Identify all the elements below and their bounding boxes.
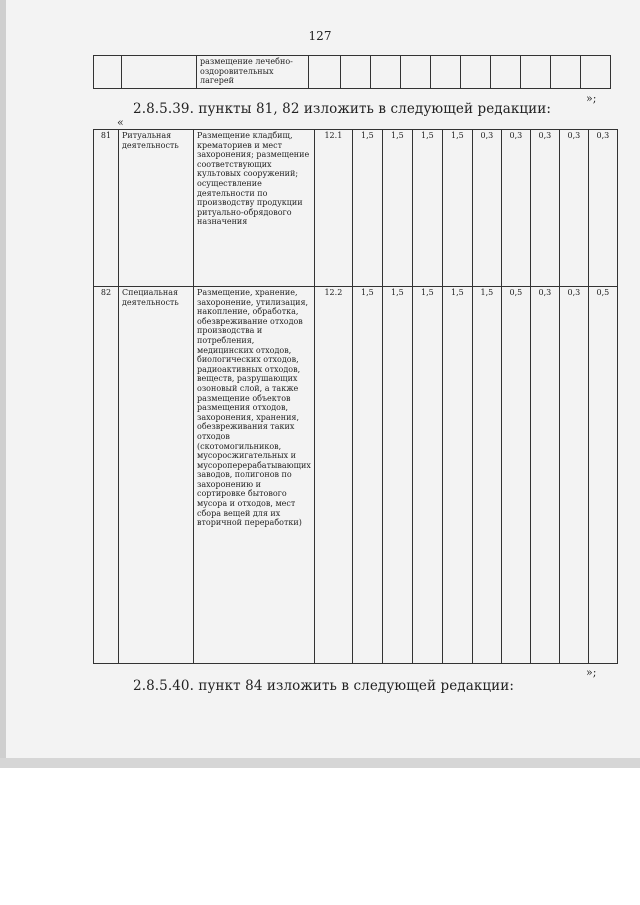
value-cell: 0,3 <box>559 130 588 287</box>
activity-description: Размещение кладбищ, крематориев и мест захоронения; размещение соответствующих культовых сооружений; осуществление деятельности по производству продукции ритуально-обрядового назначения <box>194 130 315 287</box>
opening-quote: « <box>117 116 124 129</box>
section-heading: 2.8.5.39. пункты 81, 82 изложить в следующей редакции: <box>133 101 552 117</box>
activity-code: 12.2 <box>314 287 352 664</box>
value-cell: 0,3 <box>472 130 501 287</box>
closing-quote: »; <box>586 666 597 679</box>
zoning-table <box>93 129 618 664</box>
top-table-fragment <box>93 55 611 89</box>
table-cell <box>551 56 581 89</box>
table-cell <box>122 56 197 89</box>
table-cell <box>521 56 551 89</box>
table-cell <box>309 56 341 89</box>
value-cell: 1,5 <box>442 130 472 287</box>
scan-bottom-edge <box>0 758 640 768</box>
closing-quote: »; <box>586 92 597 105</box>
value-cell: 0,3 <box>530 287 559 664</box>
activity-description: Размещение, хранение, захоронение, утилизация, накопление, обработка, обезвреживание отходов производства и потребления, медицинских отходов, биологических отходов, радиоактивных отходов, веществ, разрушающих озоновый слой, а также размещение объектов размещения отходов, захоронения, хранения, обезвреживания таких отходов (скотомогильников, мусоросжигательных и мусороперерабатывающих заводов, полигонов по захоронению и сортировке бытового мусора и отходов, мест сбора вещей для их вторичной переработки) <box>194 287 315 664</box>
activity-code: 12.1 <box>314 130 352 287</box>
value-cell: 0,3 <box>530 130 559 287</box>
value-cell: 0,3 <box>588 130 617 287</box>
table-cell <box>341 56 371 89</box>
table-cell <box>431 56 461 89</box>
table-cell <box>94 56 122 89</box>
table-cell <box>461 56 491 89</box>
section-heading: 2.8.5.40. пункт 84 изложить в следующей редакции: <box>133 678 515 694</box>
activity-name: Специальная деятельность <box>119 287 194 664</box>
value-cell: 1,5 <box>412 287 442 664</box>
value-cell: 0,5 <box>588 287 617 664</box>
table-cell <box>491 56 521 89</box>
value-cell: 1,5 <box>352 130 382 287</box>
value-cell: 0,3 <box>559 287 588 664</box>
table-row <box>94 56 611 89</box>
value-cell: 1,5 <box>412 130 442 287</box>
value-cell: 0,3 <box>501 130 530 287</box>
value-cell: 1,5 <box>382 130 412 287</box>
table-cell-description: размещение лечебно-оздоровительных лагерей <box>197 56 309 89</box>
value-cell: 0,5 <box>501 287 530 664</box>
scan-left-edge <box>0 0 6 768</box>
table-cell <box>401 56 431 89</box>
row-number: 82 <box>94 287 119 664</box>
value-cell: 1,5 <box>382 287 412 664</box>
row-number: 81 <box>94 130 119 287</box>
page-number: 127 <box>308 29 332 43</box>
table-cell <box>371 56 401 89</box>
value-cell: 1,5 <box>442 287 472 664</box>
activity-name: Ритуальная деятельность <box>119 130 194 287</box>
table-row <box>94 287 618 664</box>
value-cell: 1,5 <box>472 287 501 664</box>
table-cell <box>581 56 611 89</box>
table-row <box>94 130 618 287</box>
value-cell: 1,5 <box>352 287 382 664</box>
